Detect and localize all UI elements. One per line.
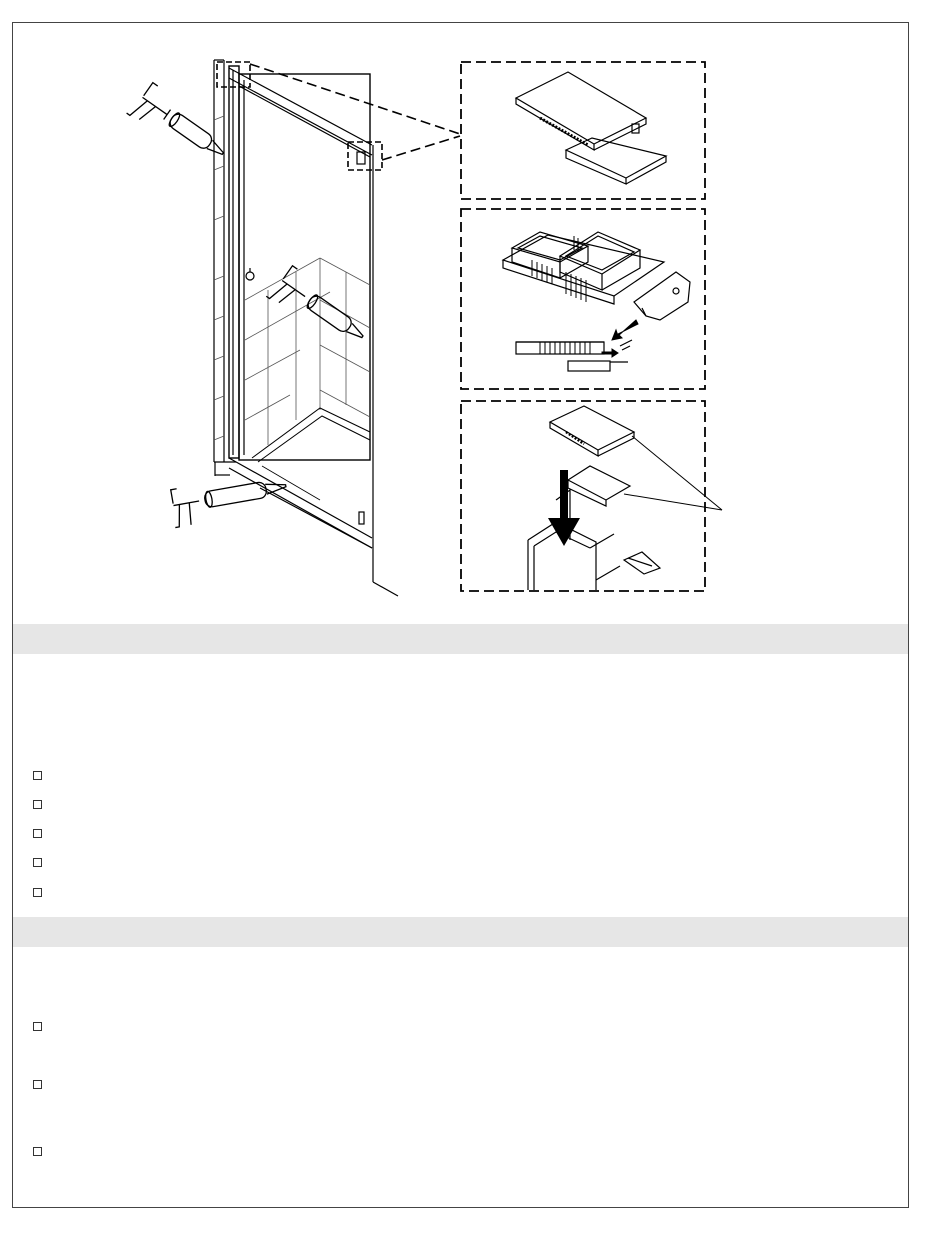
checklist-checkbox-5[interactable] xyxy=(33,888,42,897)
installation-illustration xyxy=(0,0,950,620)
section-header-band-1 xyxy=(13,624,908,654)
checklist-checkbox-2[interactable] xyxy=(33,800,42,809)
checklist-checkbox-4[interactable] xyxy=(33,858,42,867)
checklist-checkbox-6[interactable] xyxy=(33,1022,42,1031)
checklist-checkbox-8[interactable] xyxy=(33,1147,42,1156)
section-header-band-2 xyxy=(13,917,908,947)
checklist-checkbox-3[interactable] xyxy=(33,829,42,838)
arrow-icon xyxy=(602,320,638,357)
checklist-checkbox-1[interactable] xyxy=(33,771,42,780)
end-cap-icon xyxy=(503,232,690,371)
detail-panel-install xyxy=(461,401,722,591)
detail-panel-end-cap xyxy=(461,62,705,199)
end-cap-icon xyxy=(528,406,660,590)
end-cap-icon xyxy=(516,72,666,184)
detail-panel-assembly xyxy=(461,209,705,389)
checklist-checkbox-7[interactable] xyxy=(33,1080,42,1089)
